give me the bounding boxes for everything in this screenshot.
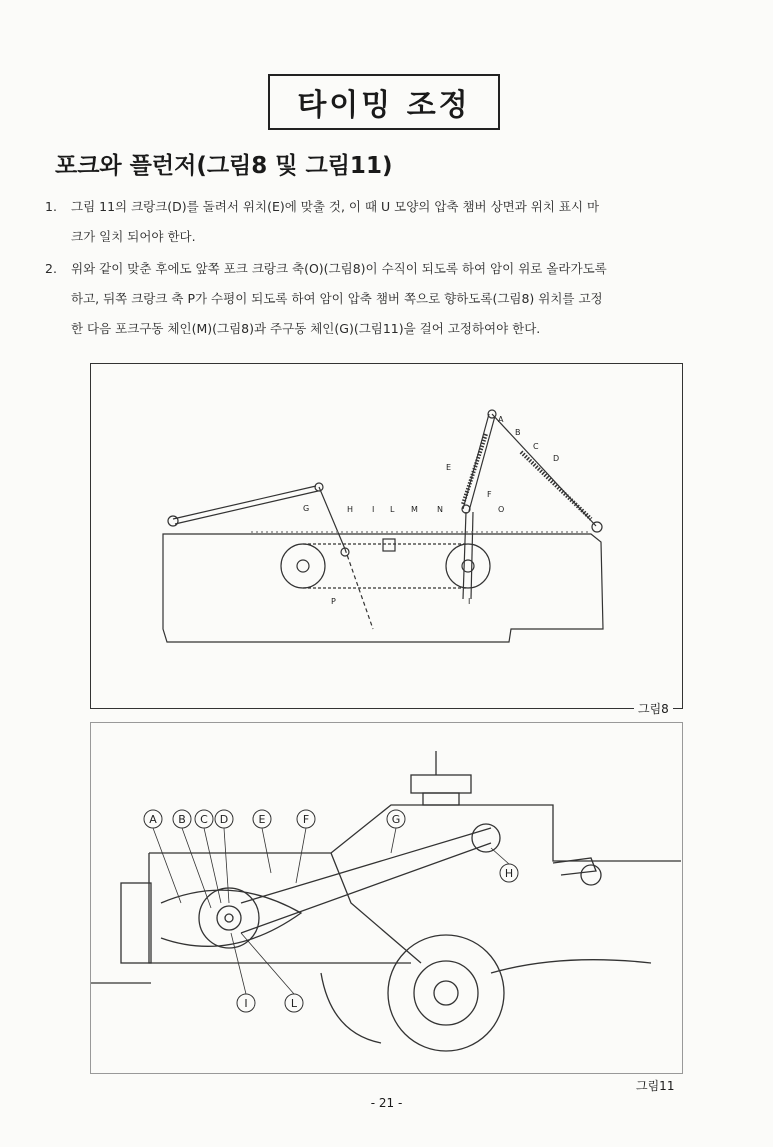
figure-11-drawing (91, 723, 682, 1073)
figure-11 (90, 722, 683, 1074)
fig8-label-e: E (446, 463, 452, 472)
fig8-label-o: O (498, 505, 505, 514)
figure-8 (90, 363, 683, 709)
fig8-label-f: F (487, 490, 492, 499)
fig8-label-d: D (553, 454, 560, 463)
section-heading: 포크와 플런저(그림8 및 그림11) (55, 153, 393, 179)
fig8-label-h: H (347, 505, 354, 514)
paragraph-text: 한 다음 포크구동 체인(M)(그림8)과 주구동 체인(G)(그림11)을 걸어 고정하여야 한다. (71, 321, 541, 336)
fig8-label-i: I (372, 505, 375, 514)
fig8-label-n: N (437, 505, 443, 514)
fig8-label-b: B (515, 428, 521, 437)
paragraph-text: 위와 같이 맞춘 후에도 앞쪽 포크 크랑크 축(O)(그림8)이 수직이 되도록 하여 암이 위로 올라가도록 (71, 261, 607, 276)
figure-8-drawing (91, 364, 681, 707)
fig8-label-a: A (498, 415, 504, 424)
fig8-label-bottom-i: I (468, 597, 471, 606)
fig11-callout-b: B (178, 813, 186, 826)
paragraph-number: 2. (45, 261, 57, 276)
fig11-callout-i: I (244, 997, 248, 1010)
fig11-callout-g: G (391, 813, 401, 826)
paragraph-text: 크가 일치 되어야 한다. (71, 229, 196, 244)
paragraph-1 (45, 192, 725, 252)
paragraph-text: 그림 11의 크랑크(D)를 돌려서 위치(E)에 맞출 것, 이 때 U 모양의 압축 챔버 상면과 위치 표시 마 (71, 199, 600, 214)
figure-11-caption: 그림11 (636, 1079, 675, 1093)
fig8-label-c: C (533, 442, 539, 451)
fig8-label-g: G (303, 504, 310, 513)
fig11-callout-a: A (149, 813, 157, 826)
paragraph-text: 하고, 뒤쪽 크랑크 축 P가 수평이 되도록 하여 암이 압축 챔버 쪽으로 향하도록(그림8) 위치를 고정 (71, 291, 603, 306)
paragraph-number: 1. (45, 199, 57, 214)
paragraph-2 (45, 254, 725, 344)
page-title: 타이밍 조정 (268, 74, 500, 130)
fig11-callout-l: L (290, 997, 298, 1010)
fig8-label-m: M (411, 505, 418, 514)
fig11-callout-e: E (258, 813, 266, 826)
fig8-label-l: L (390, 505, 395, 514)
fig8-label-p: P (331, 597, 336, 606)
page-number: - 21 - (370, 1096, 403, 1110)
fig11-callout-c: C (200, 813, 208, 826)
fig11-callout-f: F (302, 813, 310, 826)
figure-8-caption: 그림8 (634, 700, 673, 717)
fig11-callout-d: D (219, 813, 229, 826)
fig11-callout-h: H (504, 867, 514, 880)
